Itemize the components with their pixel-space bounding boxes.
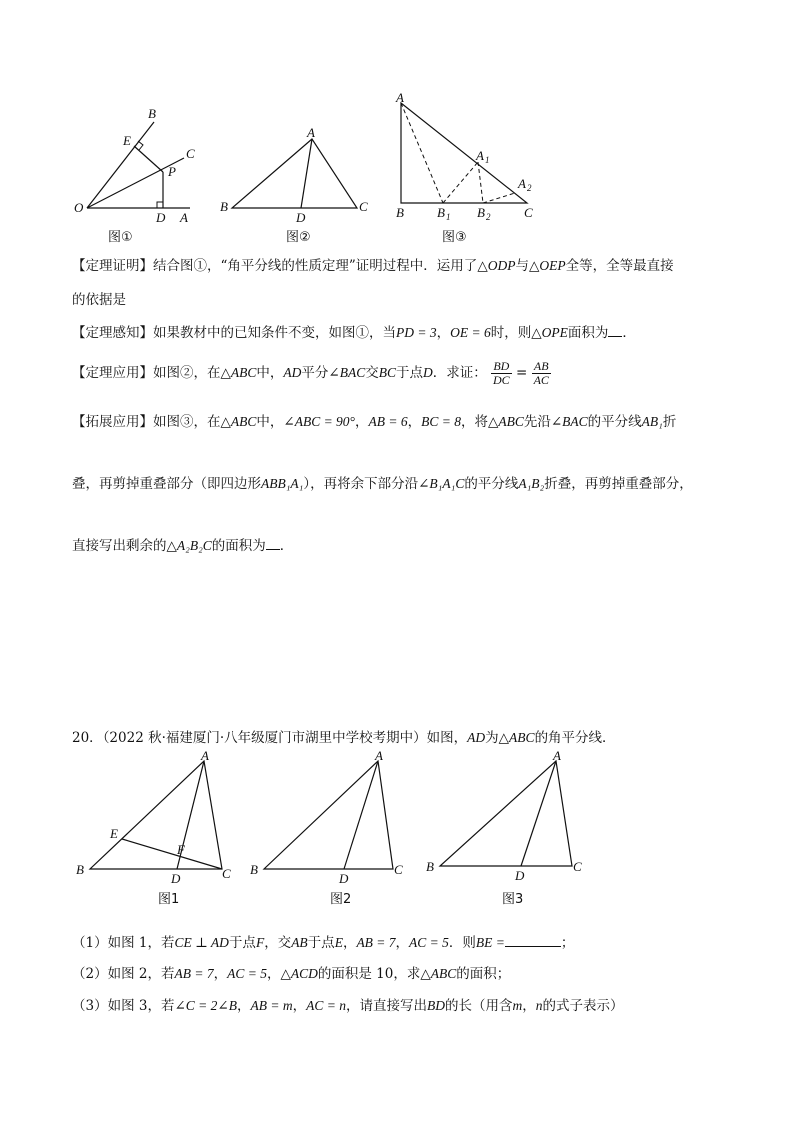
label-D: D: [171, 871, 181, 886]
q20-part-1: （1）如图 1，若CE ⊥ AD于点F，交AB于点E，AB = 7，AC = 5．则BE = ；: [72, 932, 574, 953]
answer-blank[interactable]: [608, 324, 622, 337]
theorem-proof-line-1: 【定理证明】结合图①，“角平分线的性质定理”证明过程中．运用了△ODP与△OEP全等，全等最直接: [72, 258, 674, 274]
q20-figure-3-caption: 图3: [502, 892, 524, 907]
extension-line-1: 【拓展应用】如图③，在△ABC中，∠ABC = 90°，AB = 6，BC = 8，将△ABC先沿∠BAC的平分线AB₁折: [72, 414, 677, 430]
label-A: A: [180, 210, 188, 225]
label-B: B: [148, 106, 156, 121]
label-D: D: [515, 868, 525, 883]
label-P: P: [168, 164, 176, 179]
label-C: C: [359, 199, 368, 214]
label-B: B: [220, 199, 228, 214]
label-A: A: [375, 748, 383, 763]
label-E: E: [123, 133, 131, 148]
label-A2: A: [518, 176, 526, 191]
be-answer-blank[interactable]: [505, 932, 561, 947]
label-A: A: [553, 748, 561, 763]
question-20-stem: 20．（2022 秋·福建厦门·八年级厦门市湖里中学校考期中）如图，AD为△ABC的角平分线．: [72, 730, 616, 746]
extension-line-3: 直接写出剩余的△A₂B₂C的面积为 ．: [72, 538, 294, 554]
q20-figure-2: [248, 750, 418, 885]
label-C: C: [524, 205, 533, 220]
q20-figure-1: [70, 750, 240, 885]
fraction-bd-dc: $\frac{BD}{DC}$: [493, 359, 510, 387]
theorem-application: 【定理应用】如图②，在△ABC中，AD平分∠BAC交BC于点D．求证： $\frac{BD}{DC}$ = $\frac{AB}{AC}$: [72, 359, 549, 387]
label-A2-sub: 2: [527, 183, 532, 193]
fraction-ab-ac: $\frac{AB}{AC}$: [533, 359, 549, 387]
label-D: D: [339, 871, 349, 886]
label-C: C: [222, 866, 231, 881]
q20-figure-1-caption: 图1: [158, 892, 180, 907]
label-B1: B: [437, 205, 445, 220]
label-A1: A: [476, 148, 484, 163]
q20-figure-3: [420, 750, 600, 885]
label-D: D: [296, 210, 306, 225]
label-B: B: [426, 859, 434, 874]
theorem-proof-line-2: 的依据是: [72, 292, 126, 308]
label-C: C: [394, 862, 403, 877]
label-B1-sub: 1: [446, 212, 451, 222]
figure-3-folding: [390, 90, 550, 225]
figure-3-caption: 图③: [442, 230, 467, 245]
label-B: B: [396, 205, 404, 220]
label-A1-sub: 1: [485, 155, 490, 165]
figure-1-angle-bisector: [60, 100, 210, 225]
q20-part-2: （2）如图 2，若AB = 7，AC = 5，△ACD的面积是 10，求△ABC的面积；: [72, 966, 511, 982]
label-A: A: [201, 748, 209, 763]
label-B: B: [250, 862, 258, 877]
label-O: O: [74, 200, 84, 215]
q20-figure-2-caption: 图2: [330, 892, 352, 907]
label-A: A: [307, 125, 315, 140]
label-E: E: [110, 826, 118, 841]
figure-2-triangle: [218, 125, 378, 225]
label-B2: B: [477, 205, 485, 220]
label-A: A: [396, 90, 404, 105]
answer-blank[interactable]: [266, 537, 280, 550]
label-F: F: [177, 842, 185, 857]
theorem-perception: 【定理感知】如果教材中的已知条件不变，如图①，当PD = 3，OE = 6时，则△OPE面积为 ．: [72, 325, 636, 341]
q20-part-3: （3）如图 3，若∠C = 2∠B，AB = m，AC = n，请直接写出BD的长（用含m，n的式子表示）: [72, 998, 624, 1014]
extension-line-2: 叠，再剪掉重叠部分（即四边形ABB₁A₁），再将余下部分沿∠B₁A₁C的平分线A₁B₂折叠，再剪掉重叠部分，: [72, 476, 693, 492]
figure-2-caption: 图②: [286, 230, 311, 245]
label-B2-sub: 2: [486, 212, 491, 222]
figure-1-caption: 图①: [108, 230, 133, 245]
label-C: C: [573, 859, 582, 874]
label-C: C: [186, 146, 195, 161]
label-B: B: [76, 862, 84, 877]
label-D: D: [156, 210, 166, 225]
